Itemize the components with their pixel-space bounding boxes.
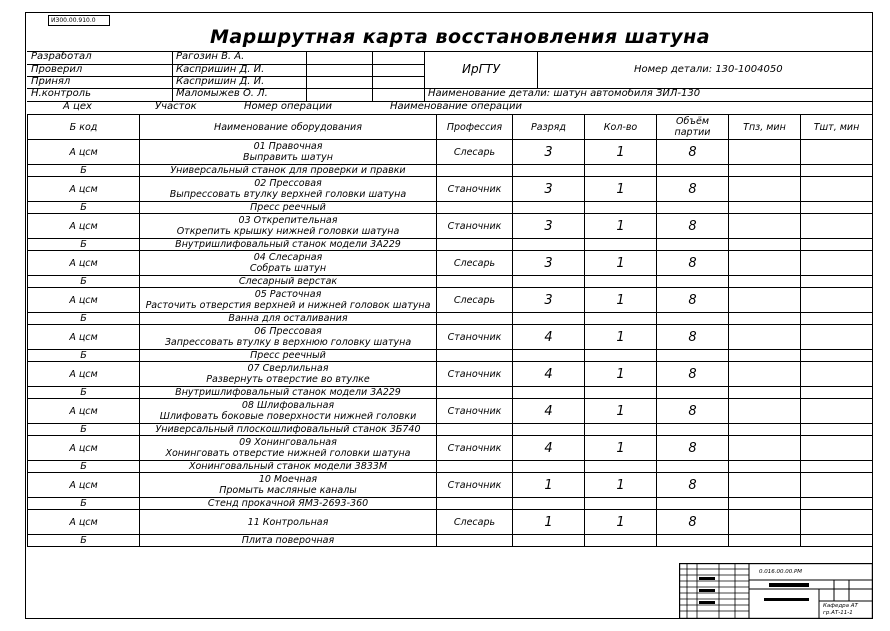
signature-name: Рагозин В. А. — [176, 51, 245, 62]
op-name-cell — [140, 325, 437, 350]
empty-cell — [657, 424, 729, 436]
op-action: Открепить крышку нижней головки шатуна — [176, 226, 400, 237]
col-batch-text: Объём партии — [674, 116, 711, 138]
op-code-a: А цсм — [28, 362, 140, 387]
op-grade: 3 — [513, 251, 585, 276]
op-grade: 3 — [513, 214, 585, 239]
op-name: 04 Слесарная — [253, 252, 323, 263]
empty-cell — [801, 350, 873, 362]
op-name-label: Наименование операции — [390, 101, 522, 112]
op-code-b: Б — [28, 498, 140, 510]
op-code-a: А цсм — [28, 140, 140, 165]
op-qty: 1 — [585, 325, 657, 350]
op-qty: 1 — [585, 362, 657, 387]
empty-cell — [729, 165, 801, 177]
op-batch: 8 — [657, 325, 729, 350]
empty-cell — [585, 424, 657, 436]
empty-cell — [729, 498, 801, 510]
col-tpz: Тпз, мин — [729, 115, 801, 140]
op-grade: 3 — [513, 140, 585, 165]
stamp-dept: Кафедра АТ — [823, 603, 858, 609]
header-divider — [306, 51, 307, 101]
empty-cell — [729, 276, 801, 288]
operation-row — [28, 436, 873, 461]
op-profession: Станочник — [437, 436, 513, 461]
op-name-cell — [140, 140, 437, 165]
op-batch: 8 — [657, 214, 729, 239]
equipment-row — [28, 387, 873, 399]
op-equipment: Внутришлифовальный станок модели 3А229 — [140, 239, 437, 251]
op-code-b: Б — [28, 313, 140, 325]
op-tsht — [801, 510, 873, 535]
op-profession: Станочник — [437, 325, 513, 350]
empty-cell — [437, 239, 513, 251]
op-tsht — [801, 473, 873, 498]
empty-cell — [513, 313, 585, 325]
op-code-a: А цсм — [28, 288, 140, 313]
op-code-a: А цсм — [28, 177, 140, 202]
op-code-a: А цсм — [28, 399, 140, 424]
op-qty: 1 — [585, 214, 657, 239]
op-code-a: А цсм — [28, 436, 140, 461]
op-name-cell — [140, 399, 437, 424]
op-action: Запрессовать втулку в верхнюю головку шатуна — [164, 337, 412, 348]
operation-row — [28, 140, 873, 165]
op-name: 08 Шлифовальная — [241, 400, 335, 411]
empty-cell — [657, 202, 729, 214]
op-profession: Станочник — [437, 177, 513, 202]
empty-cell — [729, 350, 801, 362]
workshop-label: А цех — [63, 101, 92, 112]
empty-cell — [513, 461, 585, 473]
op-tpz — [729, 362, 801, 387]
op-name: 05 Расточная — [254, 289, 322, 300]
operation-row — [28, 362, 873, 387]
empty-cell — [729, 387, 801, 399]
op-grade: 1 — [513, 473, 585, 498]
empty-cell — [585, 350, 657, 362]
operation-row — [28, 177, 873, 202]
op-name-cell — [140, 288, 437, 313]
operation-row — [28, 214, 873, 239]
empty-cell — [657, 387, 729, 399]
header-divider — [172, 51, 173, 101]
op-tsht — [801, 325, 873, 350]
op-equipment: Пресс реечный — [140, 350, 437, 362]
op-tpz — [729, 325, 801, 350]
op-grade: 4 — [513, 325, 585, 350]
empty-cell — [585, 276, 657, 288]
op-equipment: Хонинговальный станок модели 3833М — [140, 461, 437, 473]
route-table — [27, 114, 873, 547]
op-equipment: Универсальный плоскошлифовальный станок 3Б740 — [140, 424, 437, 436]
op-grade: 3 — [513, 177, 585, 202]
empty-cell — [729, 535, 801, 547]
op-name-cell — [140, 251, 437, 276]
op-name-cell — [140, 473, 437, 498]
op-qty: 1 — [585, 177, 657, 202]
op-code-b: Б — [28, 461, 140, 473]
operation-row — [28, 251, 873, 276]
col-grade: Разряд — [513, 115, 585, 140]
op-name-cell — [140, 510, 437, 535]
header-divider — [424, 51, 425, 101]
op-name-cell — [140, 177, 437, 202]
empty-cell — [729, 424, 801, 436]
op-tpz — [729, 214, 801, 239]
empty-cell — [801, 276, 873, 288]
empty-cell — [801, 239, 873, 251]
empty-cell — [437, 276, 513, 288]
op-tpz — [729, 177, 801, 202]
op-name: 03 Открепительная — [238, 215, 338, 226]
op-qty: 1 — [585, 251, 657, 276]
part-name: Наименование детали: шатун автомобиля ЗИЛ-130 — [428, 88, 701, 99]
signature-role: Разработал — [31, 51, 92, 62]
equipment-row — [28, 276, 873, 288]
op-grade: 1 — [513, 510, 585, 535]
op-tpz — [729, 473, 801, 498]
op-equipment: Слесарный верстак — [140, 276, 437, 288]
equipment-row — [28, 165, 873, 177]
op-batch: 8 — [657, 140, 729, 165]
op-name: 02 Прессовая — [254, 178, 322, 189]
empty-cell — [801, 424, 873, 436]
col-batch — [657, 115, 729, 140]
op-profession: Станочник — [437, 473, 513, 498]
op-qty: 1 — [585, 140, 657, 165]
op-grade: 4 — [513, 399, 585, 424]
signature-role: Н.контроль — [31, 88, 91, 99]
op-name-cell — [140, 214, 437, 239]
header-divider — [372, 51, 373, 101]
empty-cell — [513, 424, 585, 436]
empty-cell — [437, 350, 513, 362]
op-batch: 8 — [657, 251, 729, 276]
op-action: Выпрессовать втулку верхней головки шатуна — [169, 189, 407, 200]
op-name: 09 Хонинговальная — [239, 437, 337, 448]
table-header-row — [28, 115, 873, 140]
op-batch: 8 — [657, 399, 729, 424]
empty-cell — [801, 535, 873, 547]
empty-cell — [437, 165, 513, 177]
empty-cell — [437, 387, 513, 399]
op-code-a: А цсм — [28, 473, 140, 498]
op-tpz — [729, 399, 801, 424]
empty-cell — [801, 313, 873, 325]
col-profession: Профессия — [437, 115, 513, 140]
equipment-row — [28, 424, 873, 436]
signature-role: Принял — [31, 76, 71, 87]
col-equipment: Наименование оборудования — [140, 115, 437, 140]
empty-cell — [513, 535, 585, 547]
op-name: 10 Моечная — [258, 474, 318, 485]
col-tsht: Тшт, мин — [801, 115, 873, 140]
equipment-row — [28, 535, 873, 547]
empty-cell — [657, 461, 729, 473]
op-batch: 8 — [657, 473, 729, 498]
op-tsht — [801, 436, 873, 461]
empty-cell — [585, 239, 657, 251]
signature-name: Каспришин Д. И. — [176, 64, 265, 75]
empty-cell — [657, 350, 729, 362]
empty-cell — [657, 276, 729, 288]
op-tsht — [801, 251, 873, 276]
empty-cell — [657, 313, 729, 325]
op-code-a: А цсм — [28, 510, 140, 535]
op-action: Выправить шатун — [243, 152, 333, 163]
op-code-b: Б — [28, 424, 140, 436]
empty-cell — [585, 313, 657, 325]
op-grade: 4 — [513, 362, 585, 387]
op-grade: 4 — [513, 436, 585, 461]
empty-cell — [585, 535, 657, 547]
empty-cell — [585, 461, 657, 473]
empty-cell — [657, 535, 729, 547]
empty-cell — [585, 202, 657, 214]
header-divider — [537, 51, 538, 88]
col-qty: Кол-во — [585, 115, 657, 140]
equipment-row — [28, 498, 873, 510]
op-action: Развернуть отверстие во втулке — [206, 374, 370, 385]
empty-cell — [437, 202, 513, 214]
op-tsht — [801, 399, 873, 424]
op-code-b: Б — [28, 276, 140, 288]
op-qty: 1 — [585, 473, 657, 498]
op-action: Шлифовать боковые поверхности нижней головки — [159, 411, 417, 422]
empty-cell — [513, 239, 585, 251]
empty-cell — [585, 498, 657, 510]
empty-cell — [513, 350, 585, 362]
empty-cell — [801, 387, 873, 399]
op-batch: 8 — [657, 177, 729, 202]
operation-row — [28, 510, 873, 535]
stamp-code: 0.016.00.00.РМ — [759, 569, 803, 575]
op-tsht — [801, 362, 873, 387]
op-profession: Станочник — [437, 362, 513, 387]
op-code-a: А цсм — [28, 325, 140, 350]
page-title: Маршрутная карта восстановления шатуна — [209, 26, 711, 48]
op-tsht — [801, 288, 873, 313]
op-number-label: Номер операции — [244, 101, 332, 112]
op-tpz — [729, 510, 801, 535]
equipment-row — [28, 202, 873, 214]
signature-name: Каспришин Д. И. — [176, 76, 265, 87]
op-profession: Слесарь — [437, 288, 513, 313]
op-tpz — [729, 251, 801, 276]
op-tsht — [801, 177, 873, 202]
empty-cell — [657, 498, 729, 510]
signature-role: Проверил — [31, 64, 83, 75]
op-equipment: Универсальный станок для проверки и правки — [140, 165, 437, 177]
empty-cell — [729, 313, 801, 325]
op-name-cell — [140, 362, 437, 387]
op-equipment: Внутришлифовальный станок модели 3А229 — [140, 387, 437, 399]
op-profession: Станочник — [437, 214, 513, 239]
organization: ИрГТУ — [462, 62, 500, 76]
op-batch: 8 — [657, 436, 729, 461]
op-name: 01 Правочная — [253, 141, 323, 152]
op-grade: 3 — [513, 288, 585, 313]
empty-cell — [801, 202, 873, 214]
op-profession: Слесарь — [437, 251, 513, 276]
operation-row — [28, 325, 873, 350]
empty-cell — [801, 461, 873, 473]
op-name-cell — [140, 436, 437, 461]
op-code-b: Б — [28, 535, 140, 547]
empty-cell — [513, 276, 585, 288]
empty-cell — [513, 387, 585, 399]
op-batch: 8 — [657, 288, 729, 313]
op-action: Промыть масляные каналы — [219, 485, 357, 496]
empty-cell — [513, 165, 585, 177]
equipment-row — [28, 461, 873, 473]
op-profession: Слесарь — [437, 510, 513, 535]
op-action: Собрать шатун — [249, 263, 327, 274]
op-tpz — [729, 436, 801, 461]
op-equipment: Стенд прокачной ЯМЗ-2693-360 — [140, 498, 437, 510]
equipment-row — [28, 313, 873, 325]
op-tpz — [729, 140, 801, 165]
op-code-a: А цсм — [28, 251, 140, 276]
equipment-row — [28, 350, 873, 362]
empty-cell — [437, 424, 513, 436]
empty-cell — [437, 461, 513, 473]
op-qty: 1 — [585, 288, 657, 313]
title-block — [679, 563, 873, 619]
op-batch: 8 — [657, 510, 729, 535]
op-code-b: Б — [28, 387, 140, 399]
op-name: 06 Прессовая — [254, 326, 322, 337]
op-code-b: Б — [28, 239, 140, 251]
header-divider — [27, 51, 872, 52]
empty-cell — [657, 239, 729, 251]
op-code-b: Б — [28, 165, 140, 177]
op-code-b: Б — [28, 350, 140, 362]
empty-cell — [513, 498, 585, 510]
op-equipment: Ванна для осталивания — [140, 313, 437, 325]
op-profession: Слесарь — [437, 140, 513, 165]
empty-cell — [585, 387, 657, 399]
op-tsht — [801, 214, 873, 239]
operation-row — [28, 288, 873, 313]
empty-cell — [729, 202, 801, 214]
operation-row — [28, 399, 873, 424]
empty-cell — [729, 239, 801, 251]
empty-cell — [657, 165, 729, 177]
op-tpz — [729, 288, 801, 313]
empty-cell — [513, 202, 585, 214]
empty-cell — [801, 498, 873, 510]
op-qty: 1 — [585, 436, 657, 461]
part-number: Номер детали: 130-1004050 — [634, 64, 783, 75]
op-tsht — [801, 140, 873, 165]
op-profession: Станочник — [437, 399, 513, 424]
section-label: Участок — [155, 101, 197, 112]
col-code: Б код — [28, 115, 140, 140]
empty-cell — [729, 461, 801, 473]
equipment-row — [28, 239, 873, 251]
empty-cell — [585, 165, 657, 177]
op-qty: 1 — [585, 399, 657, 424]
op-equipment: Плита поверочная — [140, 535, 437, 547]
op-action: Расточить отверстия верхней и нижней головок шатуна — [145, 300, 431, 311]
op-name: 07 Сверлильная — [247, 363, 329, 374]
op-equipment: Пресс реечный — [140, 202, 437, 214]
stamp-group: гр.АТ-11-1 — [823, 610, 853, 616]
op-batch: 8 — [657, 362, 729, 387]
document-code: ИЗ00.00.910.0 — [48, 15, 110, 26]
op-qty: 1 — [585, 510, 657, 535]
empty-cell — [437, 535, 513, 547]
op-code-a: А цсм — [28, 214, 140, 239]
empty-cell — [437, 313, 513, 325]
empty-cell — [801, 165, 873, 177]
op-name: 11 Контрольная — [247, 516, 329, 528]
empty-cell — [437, 498, 513, 510]
signature-name: Маломыжев О. Л. — [176, 88, 268, 99]
operation-row — [28, 473, 873, 498]
op-action: Хонинговать отверстие нижней головки шатуна — [165, 448, 411, 459]
op-code-b: Б — [28, 202, 140, 214]
